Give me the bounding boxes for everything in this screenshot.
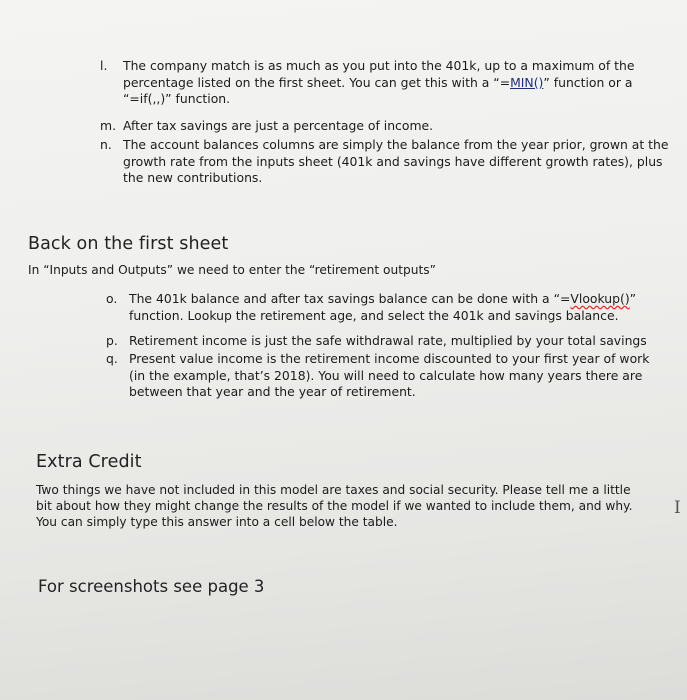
text-cursor-icon: I (674, 498, 681, 518)
list-marker: o. (106, 291, 118, 306)
list-marker: l. (100, 58, 108, 73)
screenshots-note: For screenshots see page 3 (38, 577, 265, 596)
extra-credit-heading: Extra Credit (36, 452, 142, 472)
vlookup-function-text: Vlookup() (570, 291, 630, 306)
section-heading: Back on the first sheet (28, 234, 229, 254)
list-text: Retirement income is just the safe withdrawal rate, multiplied by your total savings (129, 333, 647, 348)
list-marker: m. (100, 118, 117, 133)
list-marker: p. (106, 333, 118, 348)
list-text (129, 291, 654, 324)
min-function-link: MIN() (510, 74, 544, 90)
section-subheading: In “Inputs and Outputs” we need to enter the “retirement outputs” (28, 263, 436, 277)
list-text (123, 58, 643, 108)
text-run: ” function. Lookup the retirement age, and select the 401k and savings balance. (129, 291, 637, 323)
list-text: The account balances columns are simply the balance from the year prior, grown at the growth rate from the inputs sheet (401k and savings have different growth rates), plus the new contributions. (123, 137, 669, 185)
text-run: The company match is as much as you put into the 401k, up to a maximum of the percentage listed on the first sheet. You can get this with a “= (123, 58, 635, 90)
text-run: The 401k balance and after tax savings balance can be done with a “= (129, 291, 571, 306)
list-text: After tax savings are just a percentage of income. (123, 118, 434, 133)
extra-credit-body: Two things we have not included in this model are taxes and social security. Please tell me a little bit about how they might change the results of the model if we wanted to include them, and why. You can simply type this answer into a cell below the table. (36, 483, 633, 529)
list-marker: n. (100, 137, 112, 152)
text-run: ” function or a “=if(,,)” function. (123, 74, 633, 106)
list-text: Present value income is the retirement income discounted to your first year of work (in the example, that’s 2018). You will need to calculate how many years there are between that year and the year of retirement. (129, 351, 650, 399)
list-marker: q. (106, 351, 118, 366)
